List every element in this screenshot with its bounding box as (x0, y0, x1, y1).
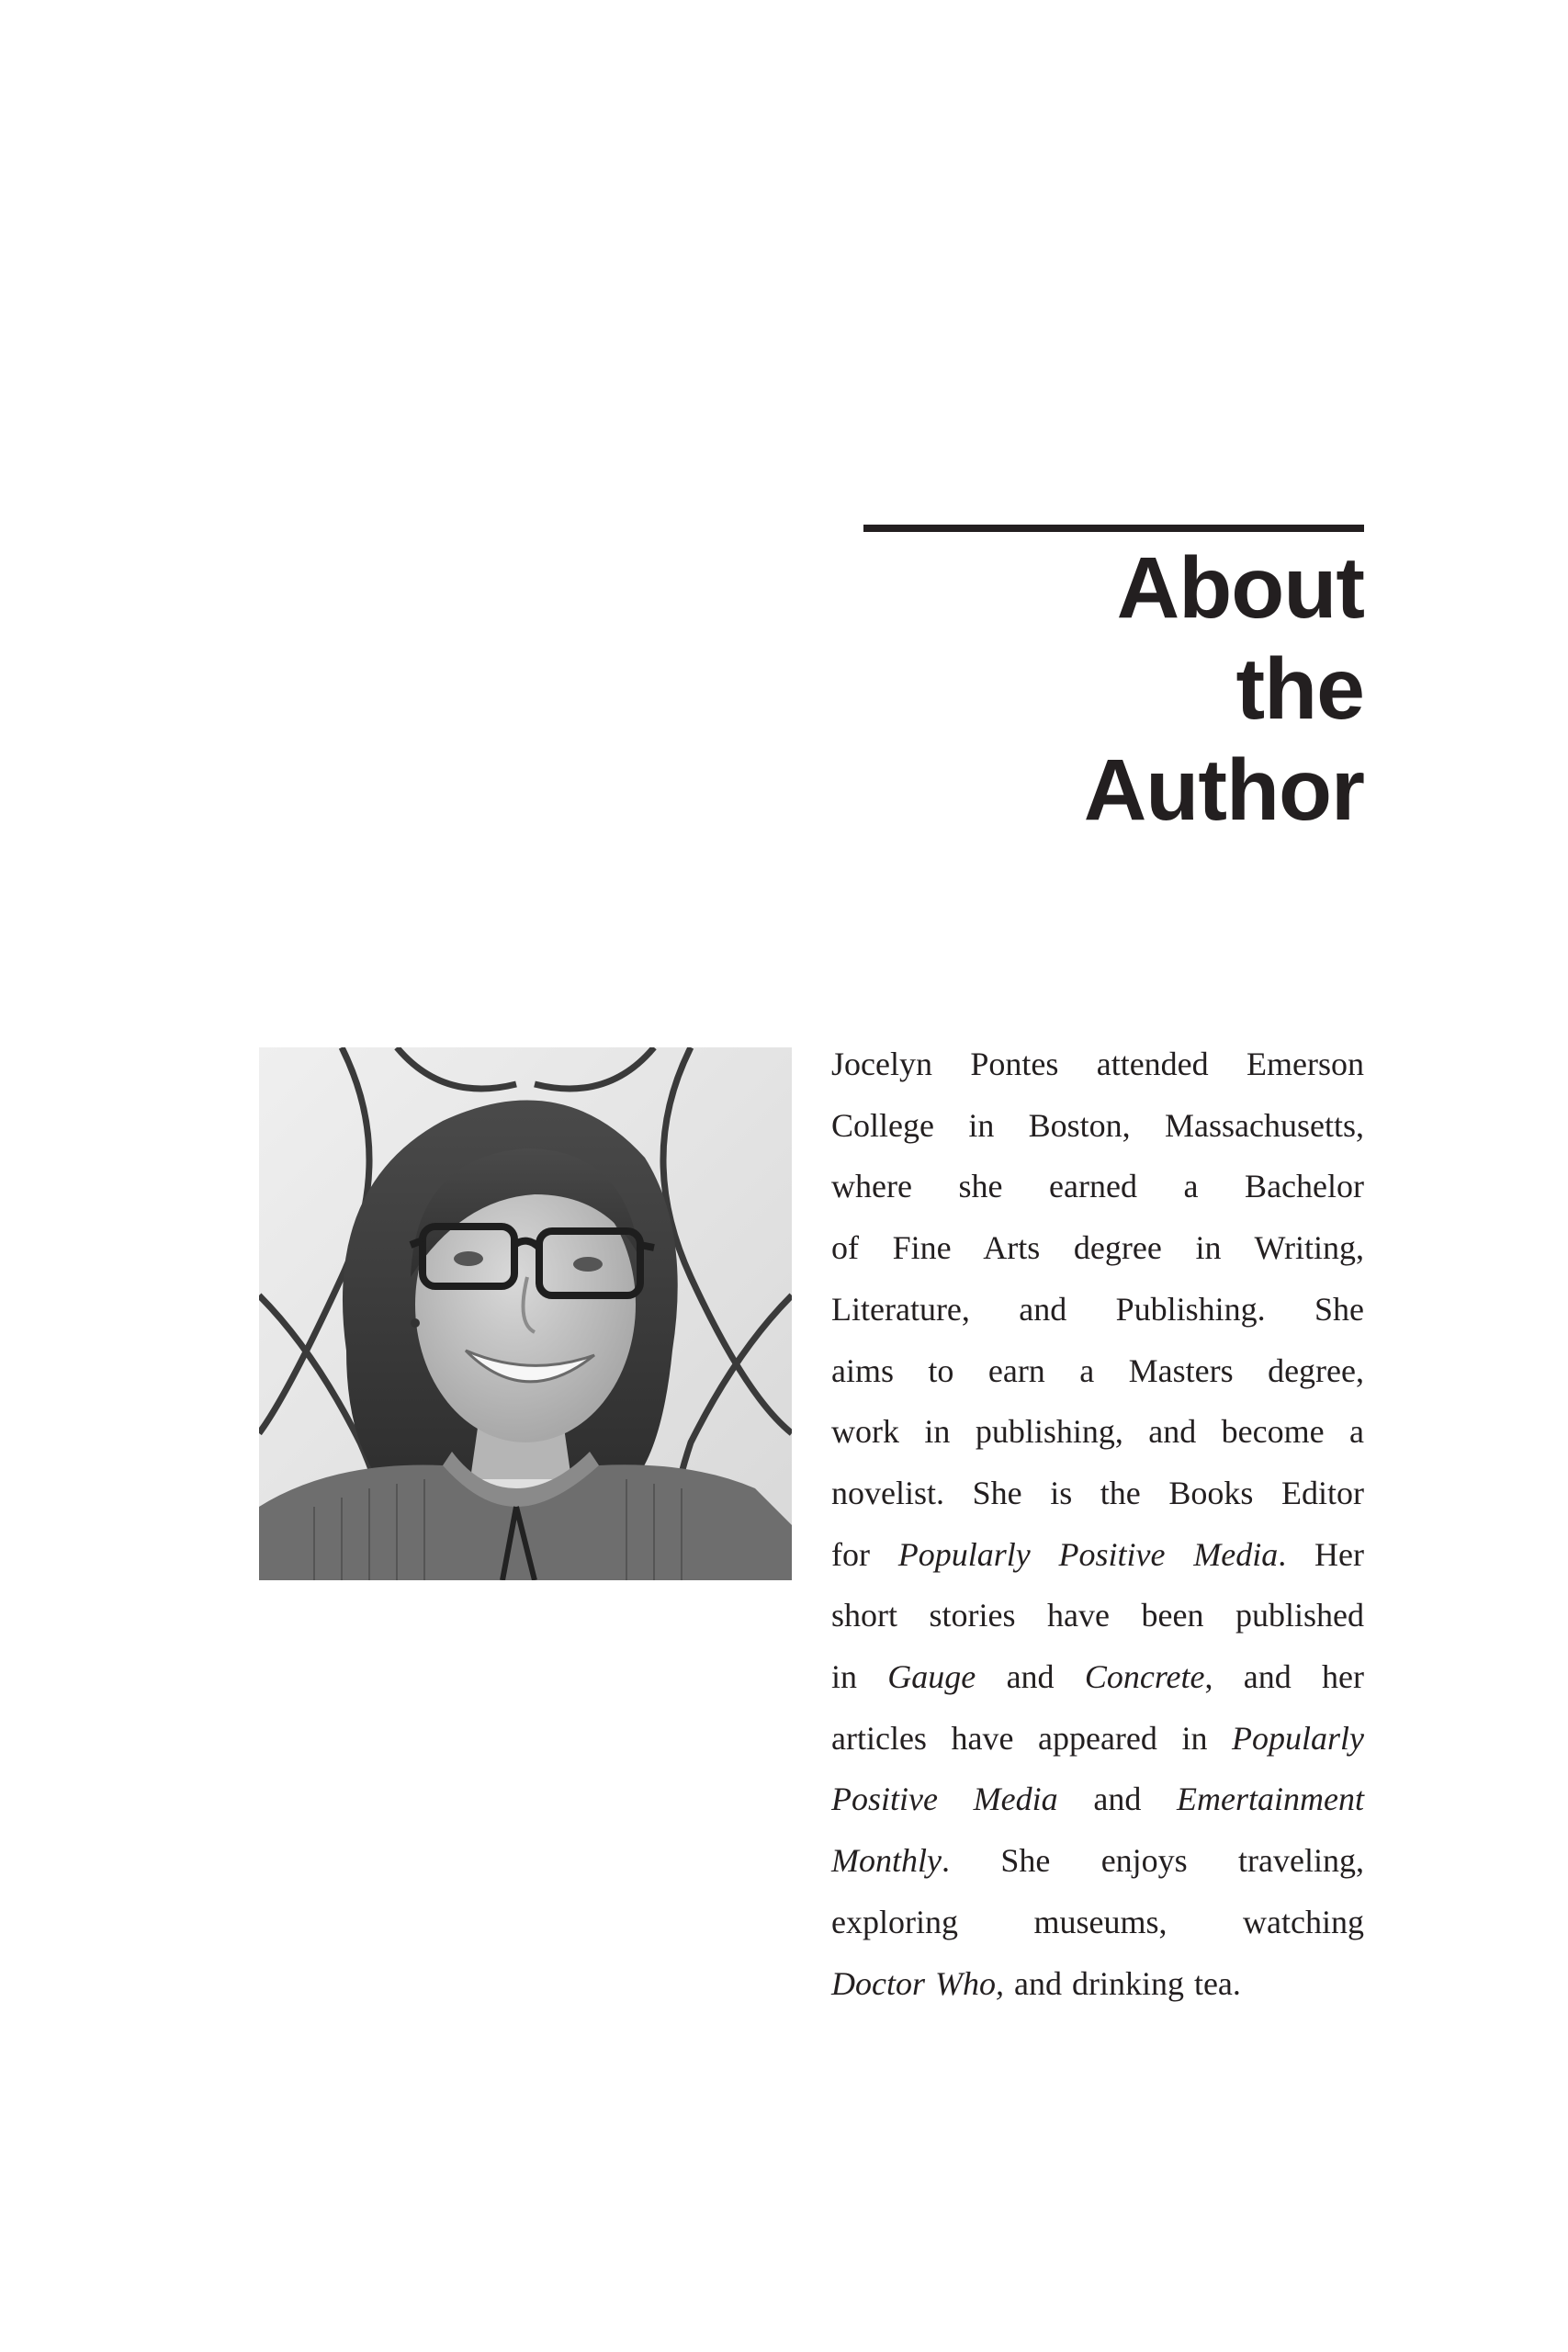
bio-italic-title: Popularly (1232, 1719, 1364, 1757)
bio-text: of Fine Arts degree in Writing, (831, 1229, 1364, 1267)
bio-line (831, 1401, 1364, 1463)
bio-italic-title: Emertainment (1177, 1781, 1364, 1818)
bio-text: and (976, 1658, 1085, 1696)
bio-text: short stories have been published (831, 1597, 1364, 1634)
bio-text: Literature, and Publishing. She (831, 1290, 1364, 1328)
bio-text: articles have appeared in (831, 1719, 1233, 1757)
bio-line (831, 1585, 1364, 1646)
bio-text: College in Boston, Massachusetts, (831, 1106, 1364, 1144)
bio-line (831, 1769, 1364, 1830)
heading-rule (863, 525, 1364, 532)
bio-line (831, 1034, 1364, 1095)
bio-line (831, 1095, 1364, 1157)
bio-line (831, 1340, 1364, 1402)
bio-italic-title: Popularly Positive Media (897, 1535, 1279, 1573)
bio-text: novelist. She is the Books Editor (831, 1474, 1364, 1511)
title-line-1: About (1116, 539, 1364, 637)
bio-line (831, 1463, 1364, 1524)
bio-text: Jocelyn Pontes attended Emerson (831, 1046, 1364, 1082)
bio-text: where she earned a Bachelor (831, 1168, 1364, 1205)
page-title (850, 537, 1364, 841)
bio-italic-title: Monthly (831, 1842, 942, 1880)
bio-italic-title: Positive Media (831, 1781, 1058, 1818)
bio-text: for (831, 1535, 898, 1573)
bio-italic-title: Concrete (1084, 1658, 1205, 1696)
bio-line (831, 1830, 1364, 1892)
bio-text: , and her (1204, 1658, 1364, 1696)
bio-text: and drinking tea. (1003, 1964, 1241, 2002)
author-photo (259, 1047, 792, 1580)
bio-line (831, 1524, 1364, 1586)
bio-line (831, 1892, 1364, 1953)
bio-text: work in publishing, and become a (831, 1413, 1364, 1451)
bio-line (831, 1708, 1364, 1770)
bio-line (831, 1217, 1364, 1279)
bio-line (831, 1953, 1364, 2015)
bio-text: . She enjoys traveling, (941, 1842, 1364, 1880)
bio-text: in (831, 1658, 888, 1696)
bio-line (831, 1156, 1364, 1217)
bio-text: aims to earn a Masters degree, (831, 1351, 1364, 1389)
bio-text: . Her (1278, 1535, 1364, 1573)
bio-italic-title: Gauge (887, 1658, 976, 1696)
bio-italic-title: Doctor Who, (831, 1964, 1004, 2002)
bio-line (831, 1646, 1364, 1708)
author-bio (831, 1034, 1364, 2014)
bio-text: exploring museums, watching (831, 1903, 1364, 1940)
bio-text: and (1057, 1781, 1178, 1818)
title-line-3: Author (1083, 741, 1364, 839)
title-line-2: the (1235, 640, 1364, 738)
bio-line (831, 1279, 1364, 1340)
